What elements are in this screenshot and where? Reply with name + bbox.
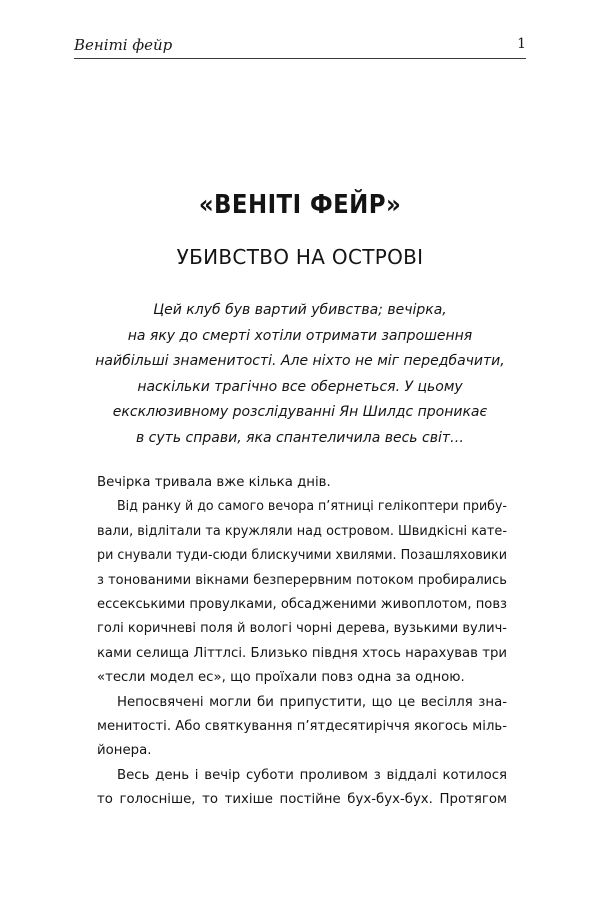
body-line: Від ранку й до самого вечора п’ятниці гелікоптери прибу- bbox=[117, 499, 507, 515]
lead-line: наскільки трагічно все обернеться. У цьому bbox=[137, 378, 463, 395]
body-line: з тонованими вікнами безперервним потоком пробирались bbox=[97, 572, 507, 588]
page-number: 1 bbox=[517, 36, 526, 52]
lead-line: в суть справи, яка спантеличила весь світ… bbox=[135, 429, 464, 446]
lead-line: Цей клуб був вартий убивства; вечірка, bbox=[153, 302, 447, 318]
body-line: Весь день і вечір суботи проливом з віддалі котилося bbox=[117, 767, 507, 783]
running-title: Веніті фейр bbox=[74, 36, 173, 54]
lead-line: на яку до смерті хотіли отримати запрошення bbox=[127, 327, 473, 344]
body-line: йонера. bbox=[97, 743, 152, 759]
lead-paragraph bbox=[80, 298, 520, 452]
body-line: то голосніше, то тихіше постійне бух-бух-бух. Протягом bbox=[97, 792, 507, 808]
lead-line: ексклюзивному розслідуванні Ян Шилдс проникає bbox=[112, 404, 488, 421]
running-header bbox=[74, 34, 526, 59]
body-line: «тесли модел ес», що проїхали повз одна за одною. bbox=[97, 670, 465, 686]
body-line: ессекськими провулками, обсадженими живоплотом, повз bbox=[97, 596, 507, 612]
body-line: голі коричневі поля й вологі чорні дерева, вузькими вулич- bbox=[97, 621, 507, 637]
body-line: менитості. Або святкування п’ятдесятиріччя якогось міль- bbox=[97, 718, 507, 734]
lead-line: найбільші знаменитості. Але ніхто не міг передбачити, bbox=[95, 353, 505, 370]
body-line: Непосвячені могли би припустити, що це весілля зна- bbox=[117, 694, 507, 710]
body-line: ри снували туди-сюди блискучими хвилями. Позашляховики bbox=[97, 548, 507, 564]
body-line: ками селища Літтлсі. Близько півдня хтось нарахував три bbox=[97, 645, 507, 661]
chapter-title: «ВЕНІТІ ФЕЙР» bbox=[198, 190, 402, 220]
body-line: вали, відлітали та кружляли над островом. Швидкісні кате- bbox=[97, 523, 507, 539]
body-text bbox=[97, 471, 507, 812]
chapter-subtitle: УБИВСТВО НА ОСТРОВІ bbox=[176, 245, 424, 269]
body-line: Вечірка тривала вже кілька днів. bbox=[97, 475, 331, 490]
